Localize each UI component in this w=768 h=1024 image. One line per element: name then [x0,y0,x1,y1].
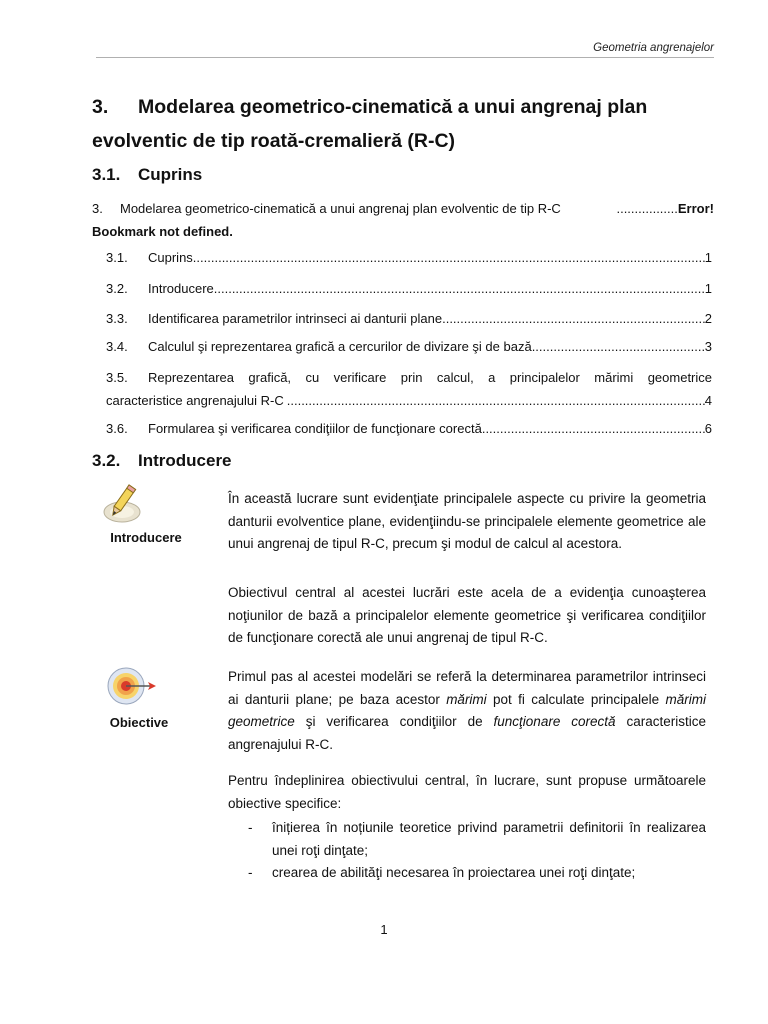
list-item [248,817,706,862]
bullet-dash: - [248,820,253,835]
chapter-title-line1: Modelarea geometrico-cinematică a unui angrenaj plan [138,96,648,118]
toc-error-text: Error! [677,201,714,216]
toc-leader [214,281,705,296]
toc-page: 3 [704,339,712,354]
bullet-text: înițierea în noțiunile teoretice privind parametrii definitorii în realizarea unei roţi dinţate; [272,820,706,858]
intro-paragraph-2: Obiectivul central al acestei lucrări este acela de a evidenţia cunoaşterea noţiunilor de bază a principalelor elemente geometrice şi verificarea condiţiilor de funcţionare corectă ale unui angrenaj de tipul R-C. [228,585,706,645]
bullet-dash: - [248,865,253,880]
text-run: şi verificarea condiţiilor de [294,714,494,729]
toc-number: 3.4. [106,339,128,354]
chapter-title [92,90,722,158]
intro-paragraph-3 [228,666,706,756]
toc-leader [532,339,705,354]
toc-number: 3.5. [106,370,128,385]
toc-page: 1 [704,281,712,296]
toc-leader [193,250,705,265]
toc-text: Modelarea geometrico-cinematică a unui angrenaj plan evolventic de tip R-C [120,201,561,216]
toc-text: Calculul şi reprezentarea grafică a cercurilor de divizare şi de bază [148,339,532,354]
toc-number: 3.3. [106,311,128,326]
intro-paragraph-1: În această lucrare sunt evidenţiate principalele aspecte cu privire la geometria danturii evolventice plane, evidenţiindu-se principalele elemente geometrice ale unui angrenaj de tipul R-C, precum şi modul de calcul al acestora. [228,491,706,551]
chapter-title-line2: evolventic de tip roată-cremalieră (R-C) [92,130,456,152]
header-rule [96,57,714,58]
side-label-obiective: Obiective [109,715,169,730]
italic-run: funcţionare corectă [493,714,616,729]
running-header: Geometria angrenajelor [593,42,714,54]
toc-leader [482,421,705,436]
toc-page: 4 [704,393,712,408]
italic-run: mărimi [446,691,487,707]
section-title: Cuprins [138,165,203,184]
target-icon [104,664,160,713]
toc-text: Identificarea parametrilor intrinseci ai danturii plane [148,311,443,326]
toc-text-line2: caracteristice angrenajului R-C [106,393,284,408]
side-label-introducere: Introducere [110,530,182,545]
section-heading-cuprins [92,165,202,185]
toc-text: Introducere [148,281,214,296]
toc-number: 3.1. [106,250,128,265]
toc-number: 3.2. [106,281,128,296]
toc-text: Reprezentarea grafică, cu verificare prin calcul, a principalelor mărimi geometrice [148,370,712,385]
toc-leader [442,311,705,326]
toc-page: 1 [704,250,712,265]
section-number: 3.1. [92,165,121,184]
list-item [248,862,706,885]
chapter-number: 3. [92,96,109,118]
section-number: 3.2. [92,451,121,470]
bullet-text: crearea de abilităţi necesarea în proiectarea unei roţi dinţate; [272,865,636,880]
intro-paragraph-4: Pentru îndeplinirea obiectivului central, în lucrare, sunt propuse următoarele obiective specifice: [228,773,706,811]
toc-error-text-line2: Bookmark not defined. [92,224,233,239]
section-heading-introducere [92,451,232,471]
page-number: 1 [380,922,388,937]
toc-entry[interactable] [106,421,712,436]
toc-main-entry[interactable] [92,197,714,243]
toc-text: Cuprins [148,250,193,265]
toc-entry[interactable] [106,339,712,354]
toc-leader: ................. [616,201,678,216]
section-title: Introducere [138,451,232,470]
toc-entry[interactable] [106,311,712,326]
toc-entry-wrapped[interactable] [106,366,712,412]
toc-number: 3.6. [106,421,128,436]
italic-run: mărimi geometrice [228,691,706,729]
toc-leader [284,389,705,412]
pencil-icon [100,482,144,531]
toc-number: 3. [92,201,103,216]
toc-text: Formularea şi verificarea condiţiilor de funcţionare corectă [148,421,482,436]
text-run: Primul pas al acestei modelări se referă la determinarea parametrilor intrinseci ai danturii plane; pe baza acestor [228,669,706,707]
toc-entry[interactable] [106,281,712,296]
text-run: caracteristice angrenajului R-C. [228,714,706,752]
toc-page: 6 [704,421,712,436]
toc-page: 2 [704,311,712,326]
text-run: pot fi calculate principalele [486,691,666,707]
toc-entry[interactable] [106,250,712,265]
